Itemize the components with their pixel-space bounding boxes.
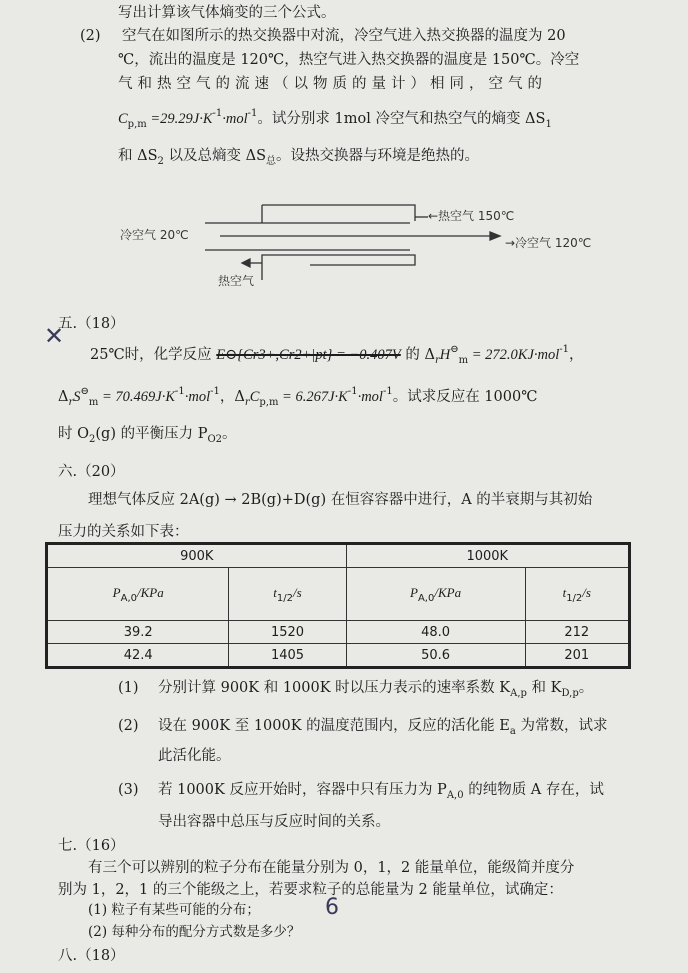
cell-p900: 39.2 xyxy=(47,621,229,644)
question-2-text: 设在 900K 至 1000K 的温度范围内，反应的活化能 $E_a$ 为常数，试求 xyxy=(158,718,608,737)
problem-2-line2: ℃，流出的温度是 120℃，热空气进入热交换器的温度是 150℃。冷空 xyxy=(118,52,580,68)
outer-shell-bottom xyxy=(262,255,415,280)
cell-p1000: 50.6 xyxy=(346,644,525,668)
cell-t1000: 212 xyxy=(525,621,629,644)
section-7-q1: (1) 粒子有某些可能的分布； xyxy=(88,902,260,918)
section-6-line1: 理想气体反应 2A(g) → 2B(g)+D(g) 在恒容容器中进行，A 的半衰期与其初始 xyxy=(88,492,593,508)
problem-2-line3: 气和热空气的流速（以物质的量计）相同，空气的 xyxy=(118,76,547,92)
cell-t900: 1405 xyxy=(229,644,346,668)
line-intro: 写出计算该气体熵变的三个公式。 xyxy=(118,5,336,21)
table-header-pressure-1000: $P_{A,0}$/KPa xyxy=(346,568,525,621)
table-row xyxy=(47,621,630,644)
section-5-heading: 五.（18） xyxy=(58,316,125,332)
cell-p1000: 48.0 xyxy=(346,621,525,644)
section-5-line3: 时 $O_2(g)$ 的平衡压力 $P_{O2}$。 xyxy=(58,426,237,445)
question-2-number: (2) xyxy=(118,718,139,734)
label-hot-out: 热空气 xyxy=(218,274,255,288)
table-header-halflife-1000: $t_{1/2}/s$ xyxy=(525,568,629,621)
table-group-900k: 900K xyxy=(47,544,347,568)
problem-2-line4: $C_{p,m} =29.29J\cdot K^{-1}\cdot mol^{-1}$。试分别求 1mol 冷空气和热空气的熵变 $\Delta S_1$ xyxy=(118,108,552,130)
cell-t1000: 201 xyxy=(525,644,629,668)
section-7-line1: 有三个可以辨别的粒子分布在能量分别为 0，1，2 能量单位，能级简并度分 xyxy=(88,860,575,876)
section-7-heading: 七.（16） xyxy=(58,838,125,854)
label-cold-out: →冷空气 120℃ xyxy=(505,236,592,250)
half-life-table xyxy=(45,542,631,669)
section-6-line2: 压力的关系如下表： xyxy=(58,524,189,540)
section-7-line2: 别为 1，2，1 的三个能级之上，若要求粒子的总能量为 2 能量单位，试确定： xyxy=(58,882,563,898)
question-1-text: 分别计算 900K 和 1000K 时以压力表示的速率系数 $K_{A,p}$ 和 $K_{D,p}$。 xyxy=(158,680,594,699)
problem-2-number: (2) xyxy=(80,28,101,44)
problem-2-line1: 空气在如图所示的热交换器中对流，冷空气进入热交换器的温度为 20 xyxy=(122,28,566,44)
table-header-halflife-900: $t_{1/2}/s$ xyxy=(229,568,346,621)
outer-shell-top xyxy=(262,205,415,221)
heat-exchanger-diagram xyxy=(110,195,610,300)
question-3-text: 若 1000K 反应开始时，容器中只有压力为 $P_{A,0}$ 的纯物质 A 存在，试 xyxy=(158,782,604,801)
section-6-heading: 六.（20） xyxy=(58,464,125,480)
cell-t900: 1520 xyxy=(229,621,346,644)
label-cold-in: 冷空气 20℃ xyxy=(120,228,189,242)
handwritten-six: 6 xyxy=(325,895,339,920)
question-2-text-cont: 此活化能。 xyxy=(158,748,231,764)
problem-2-line5: 和 $\Delta S_2$ 以及总熵变 $\Delta S_总$。设热交换器与环境是绝热的。 xyxy=(118,148,480,167)
cell-p900: 42.4 xyxy=(47,644,229,668)
question-3-text-cont: 导出容器中总压与反应时间的关系。 xyxy=(158,814,390,830)
label-hot-in: ←热空气 150℃ xyxy=(428,209,515,223)
section-7-q2: (2) 每种分布的配分方式数是多少？ xyxy=(88,924,301,940)
section-8-heading: 八.（18） xyxy=(58,948,125,964)
question-1-number: (1) xyxy=(118,680,139,696)
table-row xyxy=(47,644,630,668)
question-3-number: (3) xyxy=(118,782,139,798)
table-group-1000k: 1000K xyxy=(346,544,629,568)
section-5-line1: 25℃时，化学反应 E⊖{Cr3+,Cr2+|pt} = −0.407V 的 $\Delta_rH^⊖_m = 272.0KJ\cdot mol^{-1}$， xyxy=(90,344,584,366)
handwritten-x-mark: ✕ xyxy=(44,322,65,350)
section-5-line2: $\Delta_rS^⊖_m = 70.469J\cdot K^{-1}\cdot mol^{-1}$，$\Delta_rC_{p,m} = 6.267J\cdot K^{-1}\cdot mol^{-1}$。试求反应在 1000℃ xyxy=(58,386,538,408)
table-header-pressure-900: $P_{A,0}$/KPa xyxy=(47,568,229,621)
